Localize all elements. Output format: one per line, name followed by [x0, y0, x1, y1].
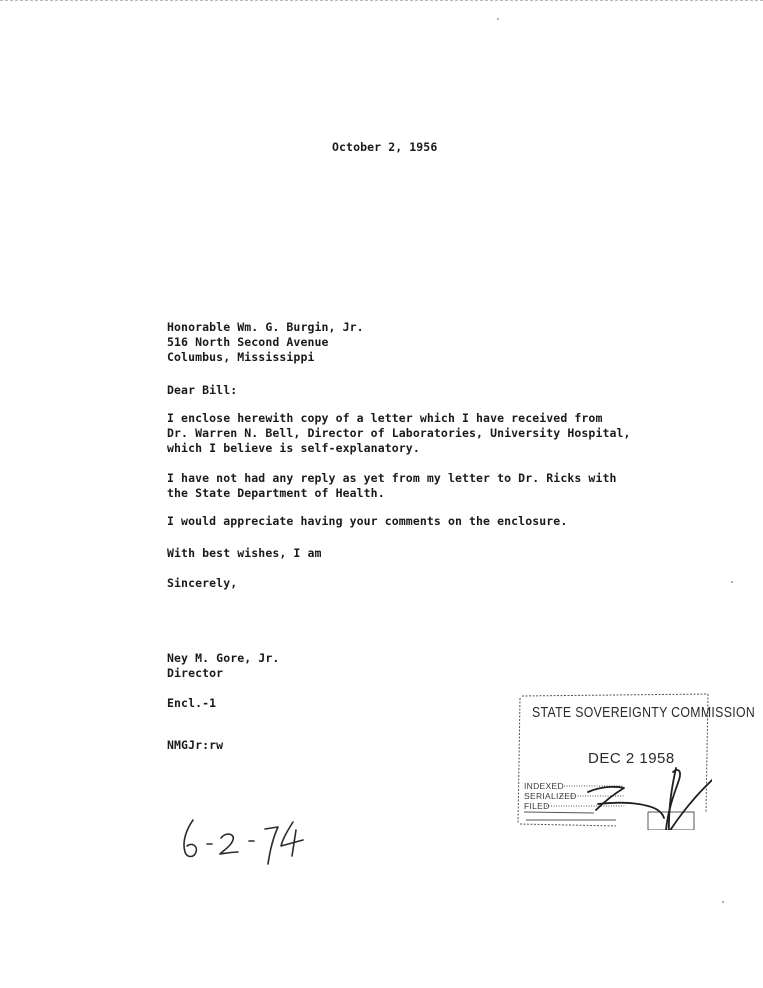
- paragraph: [167, 546, 322, 561]
- reference-initials: NMGJr:rw: [167, 738, 224, 752]
- address-line: Honorable Wm. G. Burgin, Jr.: [167, 320, 364, 334]
- stamp-label-filed: FILED: [524, 801, 550, 811]
- paragraph: [167, 471, 617, 501]
- signer-title: Director: [167, 666, 224, 680]
- stamp-date: DEC 2 1958: [588, 750, 675, 767]
- handwritten-note: [175, 808, 335, 868]
- signer-name: Ney M. Gore, Jr.: [167, 651, 280, 665]
- address-line: 516 North Second Avenue: [167, 335, 329, 349]
- closing: Sincerely,: [167, 576, 238, 590]
- recipient-address: [167, 320, 364, 365]
- paragraph-line: I enclose herewith copy of a letter which I have received from: [167, 411, 603, 425]
- scan-speck: [731, 581, 733, 583]
- stamp-label-indexed: INDEXED: [524, 781, 564, 791]
- paragraph-line: Dr. Warren N. Bell, Director of Laboratories, University Hospital,: [167, 426, 631, 440]
- signature-block: [167, 651, 279, 681]
- address-line: Columbus, Mississippi: [167, 350, 315, 364]
- paragraph-line: With best wishes, I am: [167, 546, 322, 560]
- paragraph-line: the State Department of Health.: [167, 486, 385, 500]
- stamp-title: STATE SOVEREIGNTY COMMISSION: [532, 704, 756, 721]
- letter-date: October 2, 1956: [332, 140, 438, 154]
- enclosure-note: Encl.-1: [167, 696, 217, 710]
- stamp-label-serialized: SERIALIZED: [524, 791, 577, 801]
- paragraph-line: I have not had any reply as yet from my letter to Dr. Ricks with: [167, 471, 617, 485]
- scan-speck: [497, 18, 499, 20]
- salutation: Dear Bill:: [167, 383, 238, 397]
- paragraph: [167, 514, 567, 529]
- paragraph-line: I would appreciate having your comments on the enclosure.: [167, 514, 568, 528]
- paragraph: [167, 411, 631, 456]
- page-top-edge: [0, 0, 763, 4]
- paragraph-line: which I believe is self-explanatory.: [167, 441, 420, 455]
- scan-speck: [722, 901, 724, 903]
